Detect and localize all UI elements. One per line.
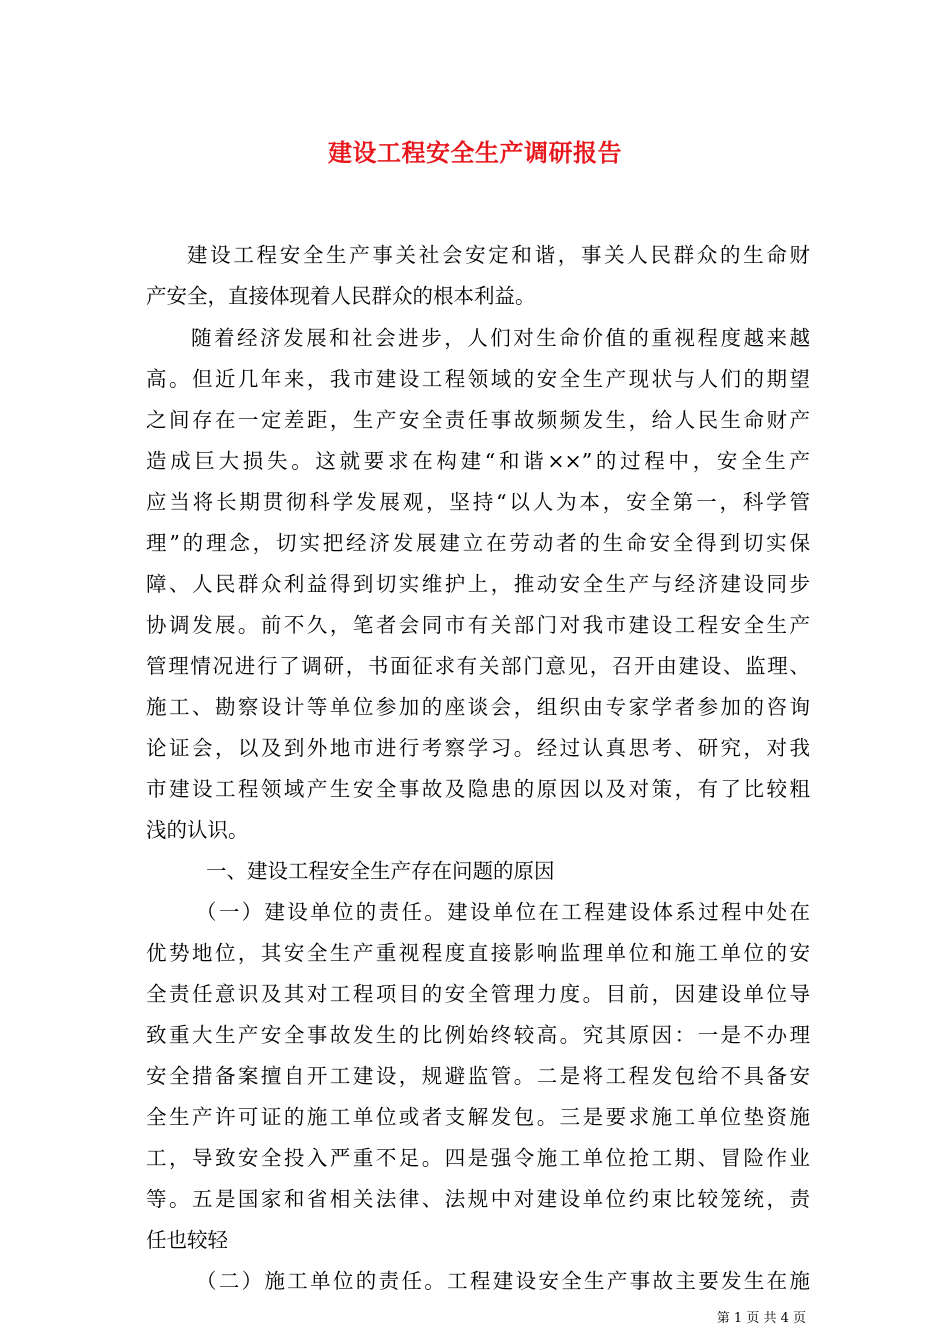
text-line: 浅的认识。 <box>146 818 249 842</box>
text-line: 随着经济发展和社会进步，人们对生命价值的重视程度越来越 <box>191 326 810 350</box>
text-line: 应当将长期贯彻科学发展观，坚持“以人为本，安全第一，科学管 <box>146 490 810 514</box>
text-line: 工，导致安全投入严重不足。四是强令施工单位抢工期、冒险作业 <box>146 1146 810 1170</box>
page-number: 第 1 页 共 4 页 <box>716 1311 806 1326</box>
text-line: 全生产许可证的施工单位或者支解发包。三是要求施工单位垫资施 <box>146 1105 810 1129</box>
text-line: （一）建设单位的责任。建设单位在工程建设体系过程中处在 <box>196 900 810 924</box>
text-line: 致重大生产安全事故发生的比例始终较高。究其原因：一是不办理 <box>146 1023 810 1047</box>
text-line: 之间存在一定差距，生产安全责任事故频频发生，给人民生命财产 <box>146 408 810 432</box>
text-line: 障、人民群众利益得到切实维护上，推动安全生产与经济建设同步 <box>146 572 810 596</box>
text-line: 管理情况进行了调研，书面征求有关部门意见，召开由建设、监理、 <box>146 654 810 678</box>
text-line: 高。但近几年来，我市建设工程领域的安全生产现状与人们的期望 <box>146 367 810 391</box>
section-heading: 一、建设工程安全生产存在问题的原因 <box>206 859 555 883</box>
text-line: 优势地位，其安全生产重视程度直接影响监理单位和施工单位的安 <box>146 941 810 965</box>
text-line: 市建设工程领域产生安全事故及隐患的原因以及对策，有了比较粗 <box>146 777 810 801</box>
text-line: 等。五是国家和省相关法律、法规中对建设单位约束比较笼统，责 <box>146 1187 810 1211</box>
text-line: 协调发展。前不久，笔者会同市有关部门对我市建设工程安全生产 <box>146 613 810 637</box>
text-line: 施工、勘察设计等单位参加的座谈会，组织由专家学者参加的咨询 <box>146 695 810 719</box>
document-title: 建设工程安全生产调研报告 <box>328 138 622 167</box>
text-line: 论证会，以及到外地市进行考察学习。经过认真思考、研究，对我 <box>146 736 810 760</box>
text-line: 理”的理念，切实把经济发展建立在劳动者的生命安全得到切实保 <box>146 531 810 555</box>
text-line: 建设工程安全生产事关社会安定和谐，事关人民群众的生命财 <box>187 243 810 267</box>
text-line: 产安全，直接体现着人民群众的根本利益。 <box>146 284 536 308</box>
text-line: 全责任意识及其对工程项目的安全管理力度。目前，因建设单位导 <box>146 982 810 1006</box>
text-line: 安全措备案擅自开工建设，规避监管。二是将工程发包给不具备安 <box>146 1064 810 1088</box>
text-line: 造成巨大损失。这就要求在构建“和谐××”的过程中，安全生产 <box>146 449 810 473</box>
text-line: （二）施工单位的责任。工程建设安全生产事故主要发生在施 <box>196 1269 810 1293</box>
text-line: 任也较轻 <box>146 1228 228 1252</box>
